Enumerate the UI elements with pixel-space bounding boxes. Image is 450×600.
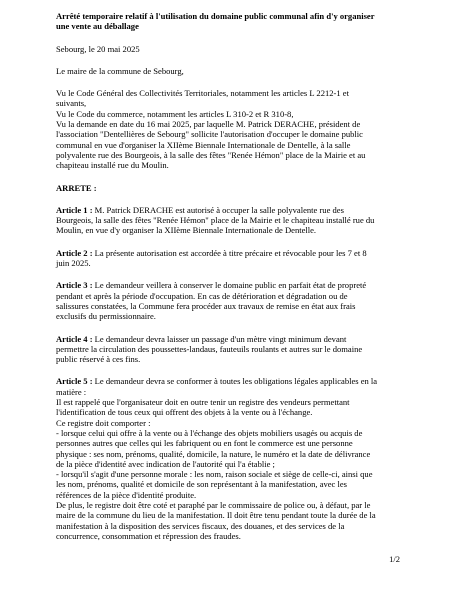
- article-line: [56, 334, 412, 344]
- article-line: exclusifs du permissionnaire.: [56, 311, 156, 322]
- title-line: une vente au déballage: [56, 21, 139, 32]
- mayor-line: Le maire de la commune de Sebourg,: [56, 65, 184, 76]
- article-line: salissures constatées, la Commune fera procéder aux travaux de remise en état aux frais: [56, 300, 356, 311]
- article-5: [56, 376, 412, 541]
- article-line: l'identification de tous ceux qui offrent des objets à la vente ou à l'échange.: [56, 407, 313, 418]
- article-line: matière :: [56, 386, 87, 397]
- article-line: public réservé à ces fins.: [56, 354, 141, 365]
- vu-line: polyvalente rue des Bourgeois, à la salle des fêtes "Renée Hémon" place de la Mairie et au: [56, 149, 366, 160]
- article-line: [56, 280, 412, 290]
- article-text: M. Patrick DERACHE est autorisé à occuper la salle polyvalente rue des: [92, 204, 344, 215]
- article-line: De plus, le registre doit être coté et paraphé par le commissaire de police ou, à défaut, par le: [56, 499, 371, 510]
- article-4: [56, 334, 412, 365]
- article-line: concurrence, consommation et répression des fraudes.: [56, 530, 241, 541]
- article-1: [56, 205, 412, 236]
- article-line: pendant et après la période d'occupation. En cas de détérioration et dégradation ou de: [56, 290, 348, 301]
- article-label: Article 1 :: [56, 204, 93, 215]
- article-line: références de la pièce d'identité produite.: [56, 489, 197, 500]
- article-text: La présente autorisation est accordée à titre précaire et révocable pour les 7 et 8: [92, 247, 367, 258]
- article-line: - lorsque celui qui offre à la vente ou à l'échange des objets mobiliers usagés ou acquis de: [56, 427, 363, 438]
- article-text: Le demandeur devra se conformer à toutes les obligations légales applicables en la: [92, 376, 378, 387]
- article-text: Le demandeur devra laisser un passage d'un mètre vingt minimum devant: [92, 333, 347, 344]
- article-line: Il est rappelé que l'organisateur doit en outre tenir un registre des vendeurs permettant: [56, 397, 350, 408]
- vu-section: [56, 88, 412, 170]
- vu-line: chapiteau installé rue du Moulin.: [56, 160, 169, 171]
- page-number: 1/2: [389, 553, 400, 564]
- article-line: permettre la circulation des poussettes-landaus, fauteuils roulants et autres sur le domaine: [56, 343, 363, 354]
- document-title: [56, 11, 412, 32]
- article-label: Article 3 :: [56, 280, 93, 291]
- article-line: Ce registre doit comporter :: [56, 417, 151, 428]
- article-line: - lorsqu'il s'agit d'une personne morale : les nom, raison sociale et siège de celle-ci, ainsi que: [56, 469, 373, 480]
- article-line: maire de la commune du lieu de la manifestation. Il doit être tenu pendant toute la durée de la: [56, 510, 376, 521]
- article-text: Le demandeur veillera à conserver le domaine public en parfait état de propreté: [92, 280, 367, 291]
- article-label: Article 5 :: [56, 376, 93, 387]
- vu-line: Vu le Code Général des Collectivités Territoriales, notamment les articles L 2212-1 et: [56, 88, 349, 99]
- vu-line: Vu la demande en date du 16 mai 2025, par laquelle M. Patrick DERACHE, président de: [56, 119, 361, 130]
- article-line: juin 2025.: [56, 258, 91, 269]
- dateline: Sebourg, le 20 mai 2025: [56, 43, 140, 54]
- article-line: Moulin, en vue d'y organiser la XIIème Biennale Internationale de Dentelle.: [56, 225, 317, 236]
- article-line: personnes autres que celles qui les fabriquent ou en font le commerce est une personne: [56, 438, 353, 449]
- article-line: [56, 376, 412, 386]
- article-3: [56, 280, 412, 321]
- vu-line: l'association "Dentellières de Sebourg" sollicite l'autorisation d'occuper le domaine public: [56, 129, 363, 140]
- vu-line: communal en vue d'organiser la XIIème Biennale Internationale de Dentelle, à la salle: [56, 139, 351, 150]
- article-line: [56, 248, 412, 258]
- vu-line: suivants,: [56, 98, 87, 109]
- article-line: les nom, prénoms, qualité et domicile de son représentant à la manifestation, avec les: [56, 479, 347, 490]
- title-line: Arrêté temporaire relatif à l'utilisation du domaine public communal afin d'y organiser: [56, 11, 375, 21]
- article-2: [56, 248, 412, 269]
- arrete-heading: ARRETE :: [56, 182, 97, 193]
- article-line: physique : ses nom, prénoms, qualité, domicile, la nature, le numéro et la date de délivrance: [56, 448, 371, 459]
- vu-line: Vu le Code du commerce, notamment les articles L 310-2 et R 310-8,: [56, 108, 294, 119]
- article-line: [56, 205, 412, 215]
- article-label: Article 2 :: [56, 247, 93, 258]
- article-line: de la pièce d'identité avec indication de l'autorité qui l'a établie ;: [56, 458, 275, 469]
- article-label: Article 4 :: [56, 333, 93, 344]
- article-line: manifestation à la disposition des services fiscaux, des douanes, et des services de la: [56, 520, 345, 531]
- article-line: Bourgeois, la salle des fêtes "Renée Hémon" place de la Mairie et le chapiteau installé rue du: [56, 215, 375, 226]
